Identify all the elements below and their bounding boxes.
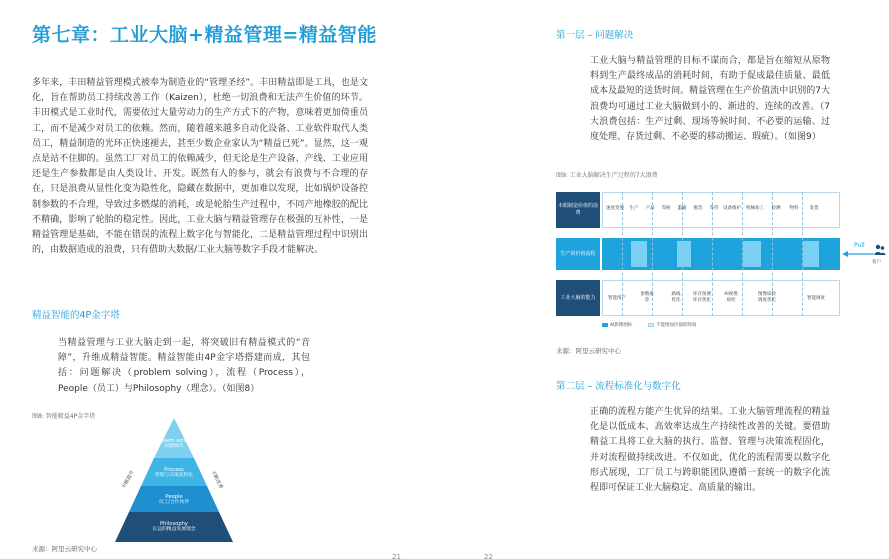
- section-title-layer-1: 第一层 – 问题解决: [556, 30, 634, 41]
- brain-capability: 库存预测库存优化: [693, 292, 711, 303]
- value-stream-cell: [631, 241, 647, 267]
- right-page: [444, 0, 889, 559]
- brain-capability: 图像质检调度优化: [758, 292, 776, 303]
- waste-item: 等候: [661, 206, 671, 211]
- seven-wastes-diagram: [556, 186, 886, 336]
- dash-line: [802, 192, 803, 316]
- figure-9-label: 图9: 工业大脑解决生产过程的7大浪费: [556, 172, 658, 179]
- left-page: [0, 0, 444, 559]
- value-stream-bar: [602, 238, 840, 270]
- chapter-title: 第七章：工业大脑+精益管理=精益智能: [32, 24, 377, 46]
- layer-1-paragraph: 工业大脑与精益管理的目标不谋而合，都是旨在缩短从原物料到生产最终成品的消耗时间，有助于促成最佳质量、最低成本及最短的送货时间。精益管理在生产价值流中识别的7大浪费均可通过工业大脑做到小的、渐进的、连续的改善。（7大浪费包括：生产过剩、现场等候时间、不必要的运输、过度处理、存货过剩、不必要的移动搬运、瑕疵）。（如图9）: [590, 56, 830, 143]
- waste-item: 设备维护: [723, 206, 741, 211]
- pyramid-layer-people: People 员工/合作伙伴: [158, 494, 190, 505]
- dash-line: [742, 192, 743, 316]
- value-stream-cell: [743, 241, 761, 267]
- source-note-right: 来源：阿里云研究中心: [556, 347, 621, 355]
- brain-capability: 智能调度: [807, 296, 825, 301]
- page-number-left: 21: [392, 553, 401, 559]
- section-title-4p: 精益智能的4P金字塔: [32, 310, 120, 321]
- row-label-waste: 木眼制造价值的浪费: [556, 192, 600, 228]
- pull-label: Pull: [854, 242, 865, 249]
- waste-item: 挑选: [693, 206, 703, 211]
- customer-icon: [874, 244, 886, 256]
- pyramid-layer-problem: Problem solving 问题解决: [153, 438, 195, 449]
- section-title-layer-2: 第二层 – 流程标准化与数字化: [556, 381, 681, 392]
- value-stream-cell: [677, 241, 691, 267]
- pull-arrow-icon: [842, 250, 876, 258]
- page-number-right: 22: [484, 553, 493, 559]
- waste-item: 产品: [645, 206, 655, 211]
- waste-item: 检测: [771, 206, 781, 211]
- brain-capability: AI视像质检: [724, 292, 738, 303]
- pyramid-left-label: 不断提升: [121, 469, 136, 490]
- pyramid-right-label: 不断改善: [209, 469, 224, 490]
- figure-8-label: 图8: 智能精益4P金字塔: [32, 413, 96, 420]
- legend-ai: AI影像图标: [602, 322, 632, 328]
- waste-item: 速度变慢: [606, 206, 624, 211]
- intro-paragraph: 多年来，丰田精益管理模式被奉为制造业的“管理圣经”。丰田精益即是工具，也是文化，旨在帮助员工持续改善工作（Kaizen），杜绝一切浪费和无法产生价值的环节。丰田模式是工业时代，需要依过大量劳动力的生产方式下的产物，意味着更加倚重员工，而不是减少对员工的依赖。然而，随着越来越多自动化设备、工业软件取代人类员工，精益制造的光环正快速褪去，甚至少数企业家认为“精益已死”。显然，这一观点是站不住脚的。虽然工厂对员工的依赖减少，但无论是生产设备、产线、工业应用还是生产参数都是由人类设计、开发。既然有人的参与，就会有浪费与不合理的存在，只是浪费从显性化变为隐性化，隐藏在数据中，更加难以发现，比如锅炉设备控制参数的不合理，导致过多燃煤的消耗，或是轮胎生产过程中，不同产地橡胶的配比不精确，影响了轮胎的稳定性。因此，工业大脑与精益管理存在极强的互补性，一是精益管理是基础，不能在错误的流程上数字化与智能化，二是精益管理过程中识别出的，由数据造成的浪费，只有借助大数据/工业大脑等数字手段才能解决。: [32, 78, 368, 256]
- layer-2-paragraph: 正确的流程方能产生优异的结果。工业大脑管理流程的精益化是以低成本、高效率达成生产持续性改善的关键。要借助精益工具将工业大脑的执行、监督、管理与决策流程固化，并对流程做持续改进。不仅如此，优化的流程需要以数字化形式展现，工厂员工与跨职能团队遵循一套统一的数字化流程即可保证工业大脑稳定、高质量的输出。: [590, 407, 830, 494]
- waste-item: 滥输: [677, 206, 687, 211]
- source-note-left: 来源：阿里云研究中心: [32, 545, 97, 553]
- row-label-brain: 工业大脑的能力: [556, 280, 600, 316]
- brain-capability: 参数推荐: [640, 292, 654, 303]
- brain-capability: 路线优化: [671, 292, 681, 303]
- waste-item: 等待: [709, 206, 719, 211]
- pyramid-layer-philosophy: Philosophy 长远的精益发展理念: [152, 521, 196, 532]
- brain-capability: 智能排产: [608, 296, 626, 301]
- waste-item: 物料: [789, 206, 799, 211]
- pyramid-layer-process: Process 管理与决策流程化: [154, 467, 194, 478]
- legend-non-value: 不能增加价值的时间: [648, 322, 697, 328]
- waste-item: 机械加工: [746, 206, 764, 211]
- 4p-pyramid: [104, 418, 244, 542]
- waste-item: 生产: [629, 206, 639, 211]
- waste-item: 发货: [809, 206, 819, 211]
- row-label-value-stream: 生产的价值流程: [556, 238, 600, 270]
- value-stream-cell: [803, 241, 819, 267]
- 4p-paragraph: 当精益管理与工业大脑走到一起，将突破旧有精益模式的“音障”，升维成精益智能。精益智能由4P金字塔搭建而成，其包括：问题解决（problem solving），流程（Process），People（员工）与Philosophy（理念）。（如图8）: [58, 338, 310, 394]
- customer-label: 客户: [872, 260, 881, 265]
